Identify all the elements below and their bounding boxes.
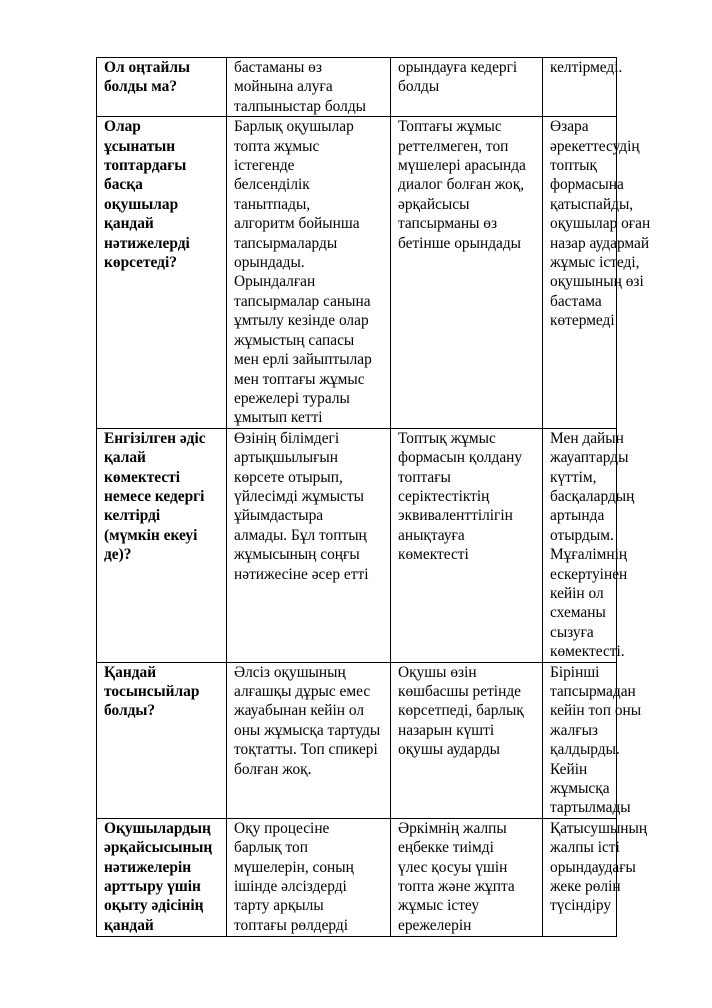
cell-text-line: нәтижесіне әсер етті — [234, 565, 369, 583]
cell-text-line: оқушының өзі — [550, 273, 644, 291]
cell-text-line: Оқушы өзін — [398, 663, 477, 681]
cell-text-line: жауаптарды — [550, 449, 629, 467]
question-cell — [97, 662, 227, 818]
cell-text-line: тапсырмалар санына — [234, 292, 371, 310]
cell-text-line: артықшылығын — [234, 449, 338, 467]
cell-text-line: көмектесті — [398, 546, 469, 564]
cell-text-line: топта және жұпта — [398, 878, 515, 896]
cell-text-line: істегенде — [234, 157, 295, 175]
cell-text-line: көмектесті. — [550, 643, 625, 661]
cell-text-line: кейін ол — [550, 584, 604, 602]
cell-text-line: мүшелері арасында — [398, 157, 526, 175]
cell-text-line: Ол оңтайлы — [104, 59, 190, 76]
cell-text-line: әрқайсысының — [104, 839, 213, 857]
cell-text-line: бетінше орындады — [398, 234, 522, 252]
cell-text-line: жұмысының соңғы — [234, 546, 360, 564]
cell-text-line: бастама — [550, 292, 602, 310]
cell-text-line: отырдым. — [550, 526, 614, 544]
cell-text-line: формасын қолдану — [398, 449, 523, 467]
cell-text-line: жауабынан кейін ол — [234, 702, 365, 720]
cell-text-line: әрекеттесудің — [550, 137, 640, 155]
cell-text-line: оны жұмысқа тартуды — [234, 721, 381, 739]
question-cell — [97, 818, 227, 936]
cell-text-line: қатыспайды, — [550, 195, 634, 213]
cell-text-line: Топтық жұмыс — [398, 429, 496, 447]
cell-text-line: жалғыз — [550, 721, 599, 739]
cell-text-line: орындауға кедергі — [398, 59, 518, 76]
cell-text-line: болды — [398, 78, 440, 96]
cell-text-line: Мұғалімнің — [550, 546, 628, 564]
cell-text-line: серіктестіктің — [398, 487, 490, 505]
cell-text-line: мүшелерін, соның — [234, 858, 354, 876]
cell-text-line: тоқтатты. Топ спикері — [234, 741, 378, 759]
cell-text-line: топта жұмыс — [234, 137, 320, 155]
cell-text-line: болған жоқ. — [234, 760, 312, 778]
cell-text-line: көрсетпеді, барлық — [398, 702, 524, 720]
cell-text-line: үйлесімді жұмысты — [234, 487, 364, 505]
answer-cell-col2 — [227, 117, 391, 429]
cell-text-line: Өзінің білімдегі — [234, 429, 340, 447]
reflection-table — [96, 57, 651, 937]
question-cell — [97, 58, 227, 117]
cell-text-line: тосынсыйлар — [104, 683, 200, 700]
table-row — [97, 662, 617, 818]
cell-text-line: басқа — [104, 176, 143, 194]
table-row — [97, 58, 617, 117]
cell-text-line: орындаудағы — [550, 858, 636, 876]
cell-text-line: реттелмеген, топ — [398, 137, 509, 155]
table-row — [97, 818, 617, 936]
answer-cell-col2 — [227, 58, 391, 117]
cell-text-line: ұмытып кетті — [234, 409, 323, 427]
cell-text-line: диалог болған жоқ, — [398, 176, 525, 194]
answer-cell-col2 — [227, 428, 391, 662]
cell-text-line: кейін топ оны — [550, 702, 642, 720]
cell-text-line: топтағы рөлдерді — [234, 916, 349, 934]
cell-text-line: арттыру үшін — [104, 878, 201, 896]
answer-cell-col3 — [391, 117, 543, 429]
cell-text-line: көрсетеді? — [104, 254, 177, 272]
cell-text-line: келтірмеді. — [550, 59, 623, 76]
cell-text-line: сызуға — [550, 623, 594, 641]
cell-text-line: алгоритм бойынша — [234, 215, 360, 233]
cell-text-line: талпыныстар болды — [234, 97, 367, 115]
answer-cell-col4 — [543, 428, 635, 662]
cell-text-line: алғашқы дұрыс емес — [234, 683, 371, 700]
cell-text-line: барлық топ — [234, 839, 308, 857]
cell-text-line: белсенділік — [234, 176, 310, 194]
answer-cell-col3 — [391, 818, 543, 936]
table-body — [97, 58, 651, 937]
cell-text-line: бастаманы өз — [234, 59, 322, 76]
cell-text-line: көмектесті — [104, 468, 180, 486]
cell-text-line: эквиваленттілігін — [398, 507, 513, 525]
cell-text-line: тапсырмаларды — [234, 234, 338, 252]
cell-text-line: түсіндіру — [550, 897, 612, 915]
cell-text-line: ұмтылу кезінде олар — [234, 312, 369, 330]
cell-text-line: болды ма? — [104, 78, 178, 96]
cell-text-line: схеманы — [550, 604, 606, 622]
cell-text-line: көшбасшы ретінде — [398, 683, 521, 700]
cell-text-line: артында — [550, 507, 605, 525]
cell-text-line: күттім, — [550, 468, 597, 486]
cell-text-line: жұмысқа — [550, 780, 610, 798]
table-row — [97, 428, 617, 662]
cell-text-line: үлес қосуы үшін — [398, 858, 508, 876]
cell-text-line: тапсырманы өз — [398, 215, 498, 233]
cell-text-line: орындады. — [234, 254, 305, 272]
answer-cell-col4 — [543, 117, 651, 429]
cell-text-line: ескертуінен — [550, 565, 628, 583]
cell-text-line: оқушылар оған — [550, 215, 651, 233]
cell-text-line: көтермеді — [550, 312, 615, 330]
cell-text-line: жеке рөлін — [550, 878, 621, 896]
cell-text-line: тартылмады — [550, 799, 631, 817]
cell-text-line: әрқайсысы — [398, 195, 470, 213]
cell-text-line: жұмыс істеді, — [550, 254, 640, 272]
cell-text-line: Бірінші — [550, 663, 600, 681]
cell-text-line: тарту арқылы — [234, 897, 324, 915]
cell-text-line: топтық — [550, 157, 597, 175]
cell-text-line: оқыту әдісінің — [104, 897, 204, 915]
cell-text-line: ішінде әлсіздерді — [234, 878, 347, 896]
cell-text-line: қалай — [104, 449, 146, 467]
cell-text-line: қандай — [104, 215, 154, 233]
document-page — [96, 57, 651, 937]
cell-text-line: алмады. Бұл топтың — [234, 526, 367, 544]
cell-text-line: назарын күшті — [398, 721, 495, 739]
cell-text-line: де)? — [104, 546, 132, 564]
cell-text-line: назар аудармай — [550, 234, 650, 252]
answer-cell-col3 — [391, 662, 543, 818]
cell-text-line: Оқу процесіне — [234, 819, 330, 837]
cell-text-line: ережелері туралы — [234, 389, 350, 407]
cell-text-line: нәтижелерді — [104, 234, 190, 252]
answer-cell-col3 — [391, 428, 543, 662]
cell-text-line: Олар — [104, 118, 141, 136]
cell-text-line: Қатысушының — [550, 819, 648, 837]
cell-text-line: қалдырды. — [550, 741, 620, 759]
cell-text-line: Топтағы жұмыс — [398, 118, 502, 136]
cell-text-line: (мүмкін екеуі — [104, 526, 198, 544]
answer-cell-col2 — [227, 662, 391, 818]
cell-text-line: Мен дайын — [550, 429, 624, 447]
cell-text-line: ұйымдастыра — [234, 507, 324, 525]
cell-text-line: жұмыстың сапасы — [234, 331, 355, 349]
cell-text-line: көрсете отырып, — [234, 468, 343, 486]
cell-text-line: жалпы істі — [550, 839, 620, 857]
cell-text-line: формасына — [550, 176, 624, 194]
cell-text-line: Өзара — [550, 118, 589, 136]
cell-text-line: оқушы аударды — [398, 741, 501, 759]
cell-text-line: жұмыс істеу — [398, 897, 480, 915]
cell-text-line: Орындалған — [234, 273, 316, 291]
cell-text-line: танытпады, — [234, 195, 311, 213]
cell-text-line: басқалардың — [550, 487, 635, 505]
cell-text-line: Әлсіз оқушының — [234, 663, 346, 681]
cell-text-line: еңбекке тиімді — [398, 839, 494, 857]
table-row — [97, 117, 617, 429]
cell-text-line: ұсынатын — [104, 137, 176, 155]
cell-text-line: топтағы — [398, 468, 451, 486]
answer-cell-col4 — [543, 818, 648, 936]
cell-text-line: Әркімнің жалпы — [398, 819, 507, 837]
cell-text-line: анықтауға — [398, 526, 465, 544]
cell-text-line: Кейін — [550, 760, 588, 778]
cell-text-line: топтардағы — [104, 157, 187, 175]
cell-text-line: болды? — [104, 702, 156, 720]
cell-text-line: немесе кедергі — [104, 487, 205, 505]
cell-text-line: нәтижелерін — [104, 858, 192, 876]
cell-text-line: Оқушылардың — [104, 819, 211, 837]
cell-text-line: ережелерін — [398, 916, 472, 934]
answer-cell-col4 — [543, 662, 642, 818]
answer-cell-col2 — [227, 818, 391, 936]
cell-text-line: келтірді — [104, 507, 161, 525]
cell-text-line: мен топтағы жұмыс — [234, 370, 365, 388]
cell-text-line: оқушылар — [104, 195, 179, 213]
cell-text-line: тапсырмадан — [550, 683, 636, 700]
cell-text-line: Енгізілген әдіс — [104, 429, 206, 447]
question-cell — [97, 428, 227, 662]
question-cell — [97, 117, 227, 429]
answer-cell-col3 — [391, 58, 543, 117]
cell-text-line: қандай — [104, 916, 154, 934]
cell-text-line: Барлық оқушылар — [234, 118, 354, 136]
answer-cell-col4 — [543, 58, 623, 117]
cell-text-line: мен ерлі зайыптылар — [234, 351, 372, 369]
cell-text-line: Қандай — [104, 663, 157, 681]
cell-text-line: мойнына алуға — [234, 78, 333, 96]
